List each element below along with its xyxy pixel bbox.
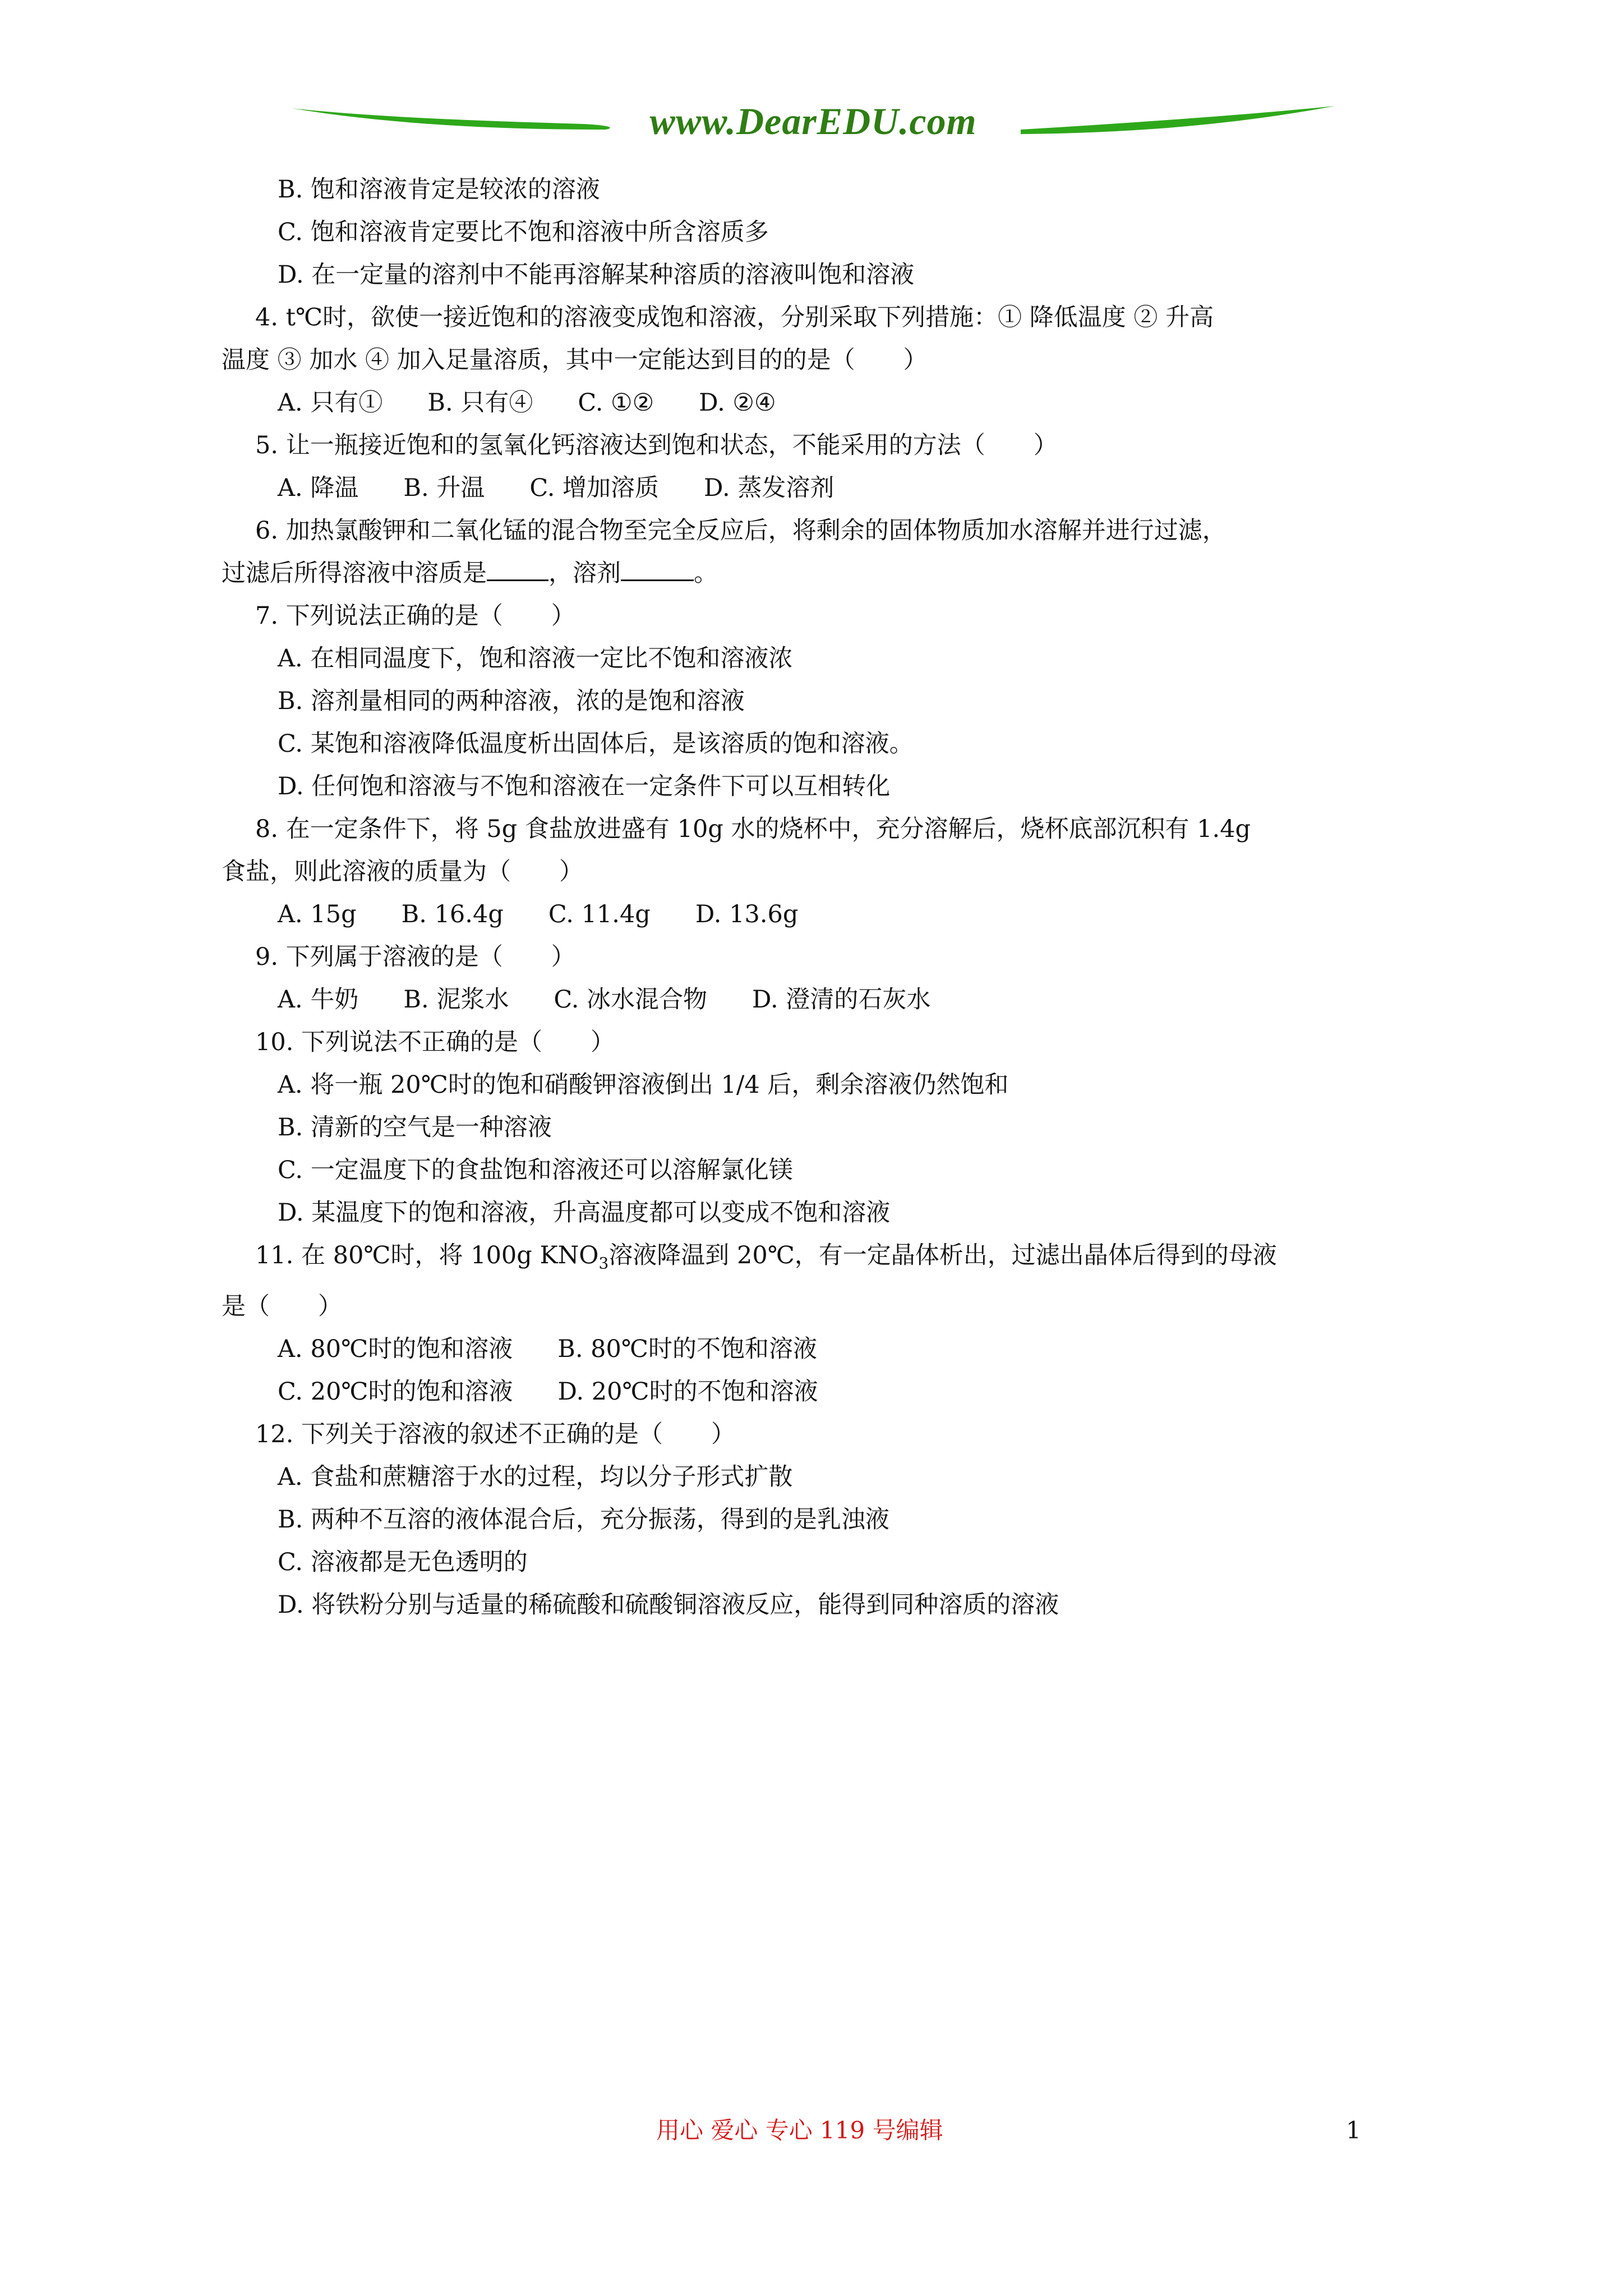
option-item: B. 泥浆水 [403,986,509,1014]
question-stem: 5. 让一瓶接近饱和的氢氧化钙溶液达到饱和状态，不能采用的方法（ ） [255,431,1058,459]
fill-in-line [222,552,1427,595]
question-stem: 10. 下列说法不正确的是（ ） [255,1028,615,1056]
option-item: A. 80℃时的饱和溶液 [278,1335,513,1363]
question-stem-continuation: 温度 ③ 加水 ④ 加入足量溶质，其中一定能达到目的的是（ ） [222,346,928,374]
option-line: C. 饱和溶液肯定要比不饱和溶液中所含溶质多 [278,218,769,246]
brand-logo-text: www.DearEDU.com [649,100,977,142]
header-banner [292,98,1335,151]
option-item: C. ①② [578,389,654,417]
question-stem: 4. t℃时，欲使一接近饱和的溶液变成饱和溶液，分别采取下列措施：① 降低温度 ② 升高 [255,303,1214,332]
option-item: B. 80℃时的不饱和溶液 [557,1335,817,1363]
option-line: C. 某饱和溶液降低温度析出固体后，是该溶质的饱和溶液。 [278,730,914,758]
option-line: D. 任何饱和溶液与不饱和溶液在一定条件下可以互相转化 [278,772,891,800]
option-row [222,381,1427,424]
option-line: B. 两种不互溶的液体混合后，充分振荡，得到的是乳浊液 [278,1505,889,1534]
question-text-part: 溶液降温到 20℃，有一定晶体析出，过滤出晶体后得到的母液 [608,1241,1277,1269]
option-row [222,978,1427,1021]
question-stem [222,1234,1427,1285]
option-row [222,467,1427,509]
page-footer [0,2114,1623,2147]
fill-in-text: 。 [694,559,718,587]
option-row [222,1328,1427,1370]
fill-in-text: ，溶剂 [548,559,621,587]
option-item: D. 20℃时的不饱和溶液 [557,1377,818,1406]
question-text-part: 11. 在 80℃时，将 100g KNO [255,1241,599,1269]
option-item: D. 13.6g [695,900,799,928]
fill-in-text: 过滤后所得溶液中溶质是 [222,559,487,587]
option-item: D. 蒸发溶剂 [704,474,834,502]
page-number: 1 [1346,2116,1361,2144]
option-line: A. 在相同温度下，饱和溶液一定比不饱和溶液浓 [278,645,793,673]
option-item: D. 澄清的石灰水 [752,986,931,1014]
option-item: A. 15g [278,900,357,928]
option-line: C. 溶液都是无色透明的 [278,1548,528,1576]
question-stem-continuation: 是（ ） [222,1292,342,1320]
option-item: A. 只有① [278,389,383,417]
solute-answer-blank[interactable] [487,557,548,581]
option-line: D. 将铁粉分别与适量的稀硫酸和硫酸铜溶液反应，能得到同种溶质的溶液 [278,1590,1059,1619]
option-item: B. 升温 [403,474,485,502]
option-line: B. 清新的空气是一种溶液 [278,1114,552,1142]
question-stem: 6. 加热氯酸钾和二氧化锰的混合物至完全反应后，将剩余的固体物质加水溶解并进行过滤， [255,517,1227,545]
option-line: A. 食盐和蔗糖溶于水的过程，均以分子形式扩散 [278,1462,793,1491]
option-item: C. 20℃时的饱和溶液 [278,1377,513,1406]
question-stem: 7. 下列说法正确的是（ ） [255,602,575,630]
option-item: B. 只有④ [427,389,533,417]
option-item: A. 牛奶 [278,986,359,1014]
question-stem: 9. 下列属于溶液的是（ ） [255,943,575,971]
option-item: A. 降温 [278,474,359,502]
option-line: D. 某温度下的饱和溶液，升高温度都可以变成不饱和溶液 [278,1199,891,1227]
question-stem-continuation: 食盐，则此溶液的质量为（ ） [222,858,583,886]
solvent-answer-blank[interactable] [621,557,694,581]
footer-note: 用心 爱心 专心 119 号编辑 [656,2116,943,2144]
question-stem: 12. 下列关于溶液的叙述不正确的是（ ） [255,1420,736,1448]
option-line: B. 饱和溶液肯定是较浓的溶液 [278,176,600,204]
question-stem: 8. 在一定条件下，将 5g 食盐放进盛有 10g 水的烧杯中，充分溶解后，烧杯底部沉积有 1.4g [255,815,1251,843]
option-item: D. ②④ [699,389,776,417]
option-row [222,893,1427,936]
question-list [222,168,1427,1626]
option-line: B. 溶剂量相同的两种溶液，浓的是饱和溶液 [278,687,745,715]
option-line: A. 将一瓶 20℃时的饱和硝酸钾溶液倒出 1/4 后，剩余溶液仍然饱和 [278,1071,1009,1099]
option-line: D. 在一定量的溶剂中不能再溶解某种溶质的溶液叫饱和溶液 [278,261,915,289]
option-line: C. 一定温度下的食盐饱和溶液还可以溶解氯化镁 [278,1156,793,1184]
option-item: C. 11.4g [548,900,651,928]
chemical-subscript: 3 [598,1254,609,1273]
option-item: C. 冰水混合物 [554,986,708,1014]
option-row [222,1370,1427,1413]
option-item: B. 16.4g [401,900,504,928]
option-item: C. 增加溶质 [529,474,660,502]
